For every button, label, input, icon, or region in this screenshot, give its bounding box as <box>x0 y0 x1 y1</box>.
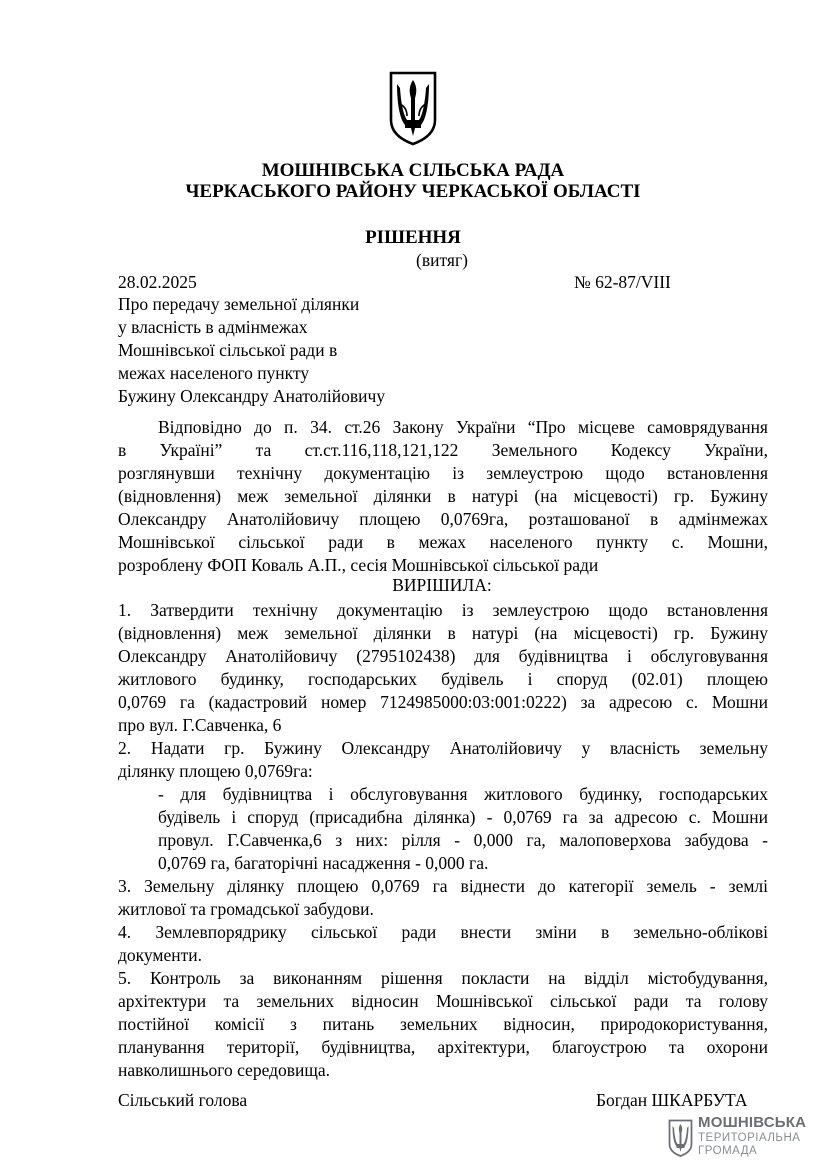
preamble-line: (відновлення) меж земельної ділянки в натурі (на місцевості) гр. Бужину <box>118 486 768 506</box>
item-line: 5. Контроль за виконанням рішення покласти на відділ містобудування, <box>118 968 768 988</box>
item-line: житлової та громадської забудови. <box>118 899 374 919</box>
item-line: навколишнього середовища. <box>118 1060 330 1080</box>
item-sub-line: провул. Г.Савченка,6 з них: рілля - 0,000 га, малоповерхова забудова - <box>158 830 768 850</box>
subject-line: Про передачу земельної ділянки <box>118 294 360 314</box>
item-line: (відновлення) меж земельної ділянки в натурі (на місцевості) гр. Бужину <box>118 623 768 643</box>
signature-role: Сільський голова <box>118 1090 248 1110</box>
preamble-line: в Україні” та ст.ст.116,118,121,122 Земельного Кодексу України, <box>118 440 768 460</box>
subject-line: Мошнівської сільської ради в <box>118 340 338 360</box>
item-line: постійної комісії з питань земельних відносин, природокористування, <box>118 1014 768 1034</box>
item-line: 4. Землевпорядрику сільської ради внести зміни в земельно-облікові <box>118 922 768 942</box>
document-subtype: (витяг) <box>416 250 468 270</box>
subject-line: у власність в адмінмежах <box>118 317 308 337</box>
trident-icon <box>668 1118 693 1158</box>
item-sub-line: 0,0769 га, багаторічні насадження - 0,000 га. <box>158 853 489 873</box>
decision-date: 28.02.2025 <box>118 272 197 292</box>
item-line: 2. Надати гр. Бужину Олександру Анатолійовичу у власність земельну <box>118 738 768 758</box>
item-line: планування території, будівництва, архітектури, благоустрою та охорони <box>118 1037 768 1057</box>
item-line: документи. <box>118 945 203 965</box>
item-line: про вул. Г.Савченка, 6 <box>118 715 282 735</box>
item-line: житлового будинку, господарських будівель і споруд (02.01) площею <box>118 669 768 689</box>
item-line: ділянку площею 0,0769га: <box>118 761 313 781</box>
item-line: 0,0769 га (кадастровий номер 7124985000:03:001:0222) за адресою с. Мошни <box>118 692 768 712</box>
preamble-line: Олександру Анатолійовичу площею 0,0769га, розташованої в адмінмежах <box>118 509 768 529</box>
item-line: Олександру Анатолійовичу (2795102438) для будівництва і обслуговування <box>118 646 768 666</box>
item-sub-line: будівель і споруд (присадибна ділянка) - 0,0769 га за адресою с. Мошни <box>158 807 768 827</box>
council-name: МОШНІВСЬКА СІЛЬСЬКА РАДА <box>261 160 565 181</box>
item-line: архітектури та земельних відносин Мошнівської сільської ради та голову <box>118 991 768 1011</box>
logo-title: МОШНІВСЬКА <box>698 1114 807 1131</box>
trident-emblem-icon <box>388 70 438 146</box>
decided-heading: ВИРІШИЛА: <box>392 575 492 595</box>
logo-subtitle: ТЕРИТОРІАЛЬНА <box>698 1132 801 1144</box>
subject-line: Бужину Олександру Анатолійовичу <box>118 386 386 406</box>
item-sub-line: - для будівництва і обслуговування житлового будинку, господарських <box>158 784 768 804</box>
document-type: РІШЕННЯ <box>365 227 461 248</box>
logo-subtitle: ГРОМАДА <box>698 1145 758 1157</box>
council-region: ЧЕРКАСЬКОГО РАЙОНУ ЧЕРКАСЬКОЇ ОБЛАСТІ <box>185 181 641 202</box>
item-line: 1. Затвердити технічну документацію із землеустрою щодо встановлення <box>118 600 768 620</box>
preamble-line: Відповідно до п. 34. ст.26 Закону України “Про місцеве самоврядування <box>158 417 768 437</box>
preamble-line: Мошнівської сільської ради в межах населеного пункту с. Мошни, <box>118 532 768 552</box>
signature-name: Богдан ШКАРБУТА <box>596 1090 748 1110</box>
decision-number: № 62-87/VIII <box>574 272 671 292</box>
preamble-line: розглянувши технічну документацію із землеустрою щодо встановлення <box>118 463 768 483</box>
subject-line: межах населеного пункту <box>118 363 310 383</box>
item-line: 3. Земельну ділянку площею 0,0769 га віднести до категорії земель - землі <box>118 876 768 896</box>
community-logo <box>668 1116 818 1161</box>
preamble-line: розроблену ФОП Коваль А.П., сесія Мошнівської сільської ради <box>118 555 599 575</box>
